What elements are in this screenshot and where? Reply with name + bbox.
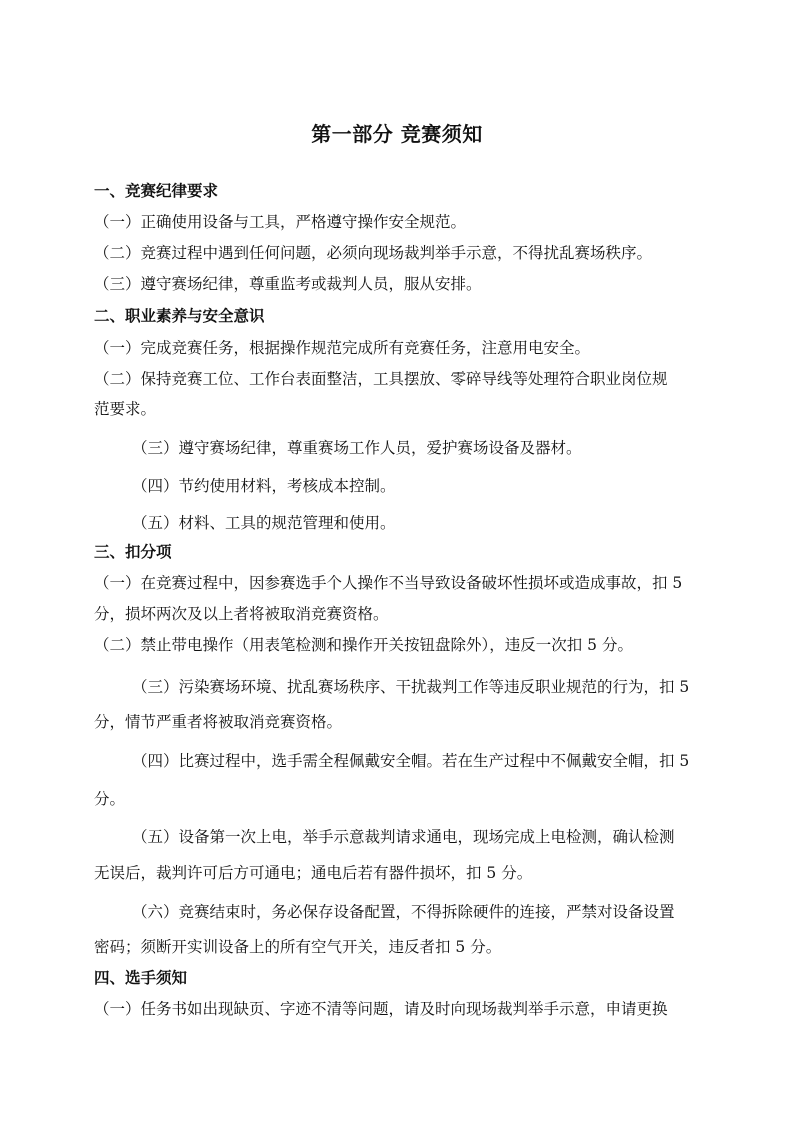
paragraph: 密码；须断开实训设备上的所有空气开关，违反者扣 5 分。 (94, 938, 502, 956)
paragraph: （一）正确使用设备与工具，严格遵守操作安全规范。 (94, 213, 467, 231)
paragraph: 范要求。 (94, 400, 157, 418)
section-heading-deductions: 三、扣分项 (94, 542, 172, 561)
section-heading-discipline: 一、竞赛纪律要求 (94, 181, 219, 200)
section-heading-contestant-notice: 四、选手须知 (94, 968, 188, 987)
paragraph: 分。 (94, 790, 126, 808)
paragraph: （四）节约使用材料，考核成本控制。 (132, 477, 396, 495)
paragraph: （一）任务书如出现缺页、字迹不清等问题，请及时向现场裁判举手示意，申请更换 (94, 1000, 668, 1018)
paragraph: （三）遵守赛场纪律，尊重监考或裁判人员，服从安排。 (94, 275, 482, 293)
document-title: 第一部分 竞赛须知 (311, 122, 483, 146)
paragraph: 分，情节严重者将被取消竞赛资格。 (94, 713, 343, 731)
section-heading-professionalism: 二、职业素养与安全意识 (94, 306, 265, 325)
paragraph: （五）材料、工具的规范管理和使用。 (132, 514, 396, 532)
paragraph: 分，损坏两次及以上者将被取消竞赛资格。 (94, 605, 389, 623)
paragraph: （三）遵守赛场纪律，尊重赛场工作人员，爱护赛场设备及器材。 (132, 439, 582, 457)
paragraph: （三）污染赛场环境、扰乱赛场秩序、干扰裁判工作等违反职业规范的行为，扣 5 (132, 678, 690, 696)
paragraph: （五）设备第一次上电，举手示意裁判请求通电，现场完成上电检测，确认检测 (132, 828, 675, 846)
paragraph: （一）完成竞赛任务，根据操作规范完成所有竞赛任务，注意用电安全。 (94, 339, 591, 357)
paragraph: （二）禁止带电操作（用表笔检测和操作开关按钮盘除外），违反一次扣 5 分。 (94, 636, 633, 654)
paragraph: （六）竞赛结束时，务必保存设备配置，不得拆除硬件的连接，严禁对设备设置 (132, 903, 675, 921)
paragraph: 无误后，裁判许可后方可通电；通电后若有器件损坏，扣 5 分。 (94, 864, 533, 882)
paragraph: （二）竞赛过程中遇到任何问题，必须向现场裁判举手示意，不得扰乱赛场秩序。 (94, 244, 653, 262)
paragraph: （一）在竞赛过程中，因参赛选手个人操作不当导致设备破坏性损坏或造成事故，扣 5 (94, 574, 683, 592)
paragraph: （四）比赛过程中，选手需全程佩戴安全帽。若在生产过程中不佩戴安全帽，扣 5 (132, 752, 690, 770)
paragraph: （二）保持竞赛工位、工作台表面整洁，工具摆放、零碎导线等处理符合职业岗位规 (94, 370, 668, 388)
